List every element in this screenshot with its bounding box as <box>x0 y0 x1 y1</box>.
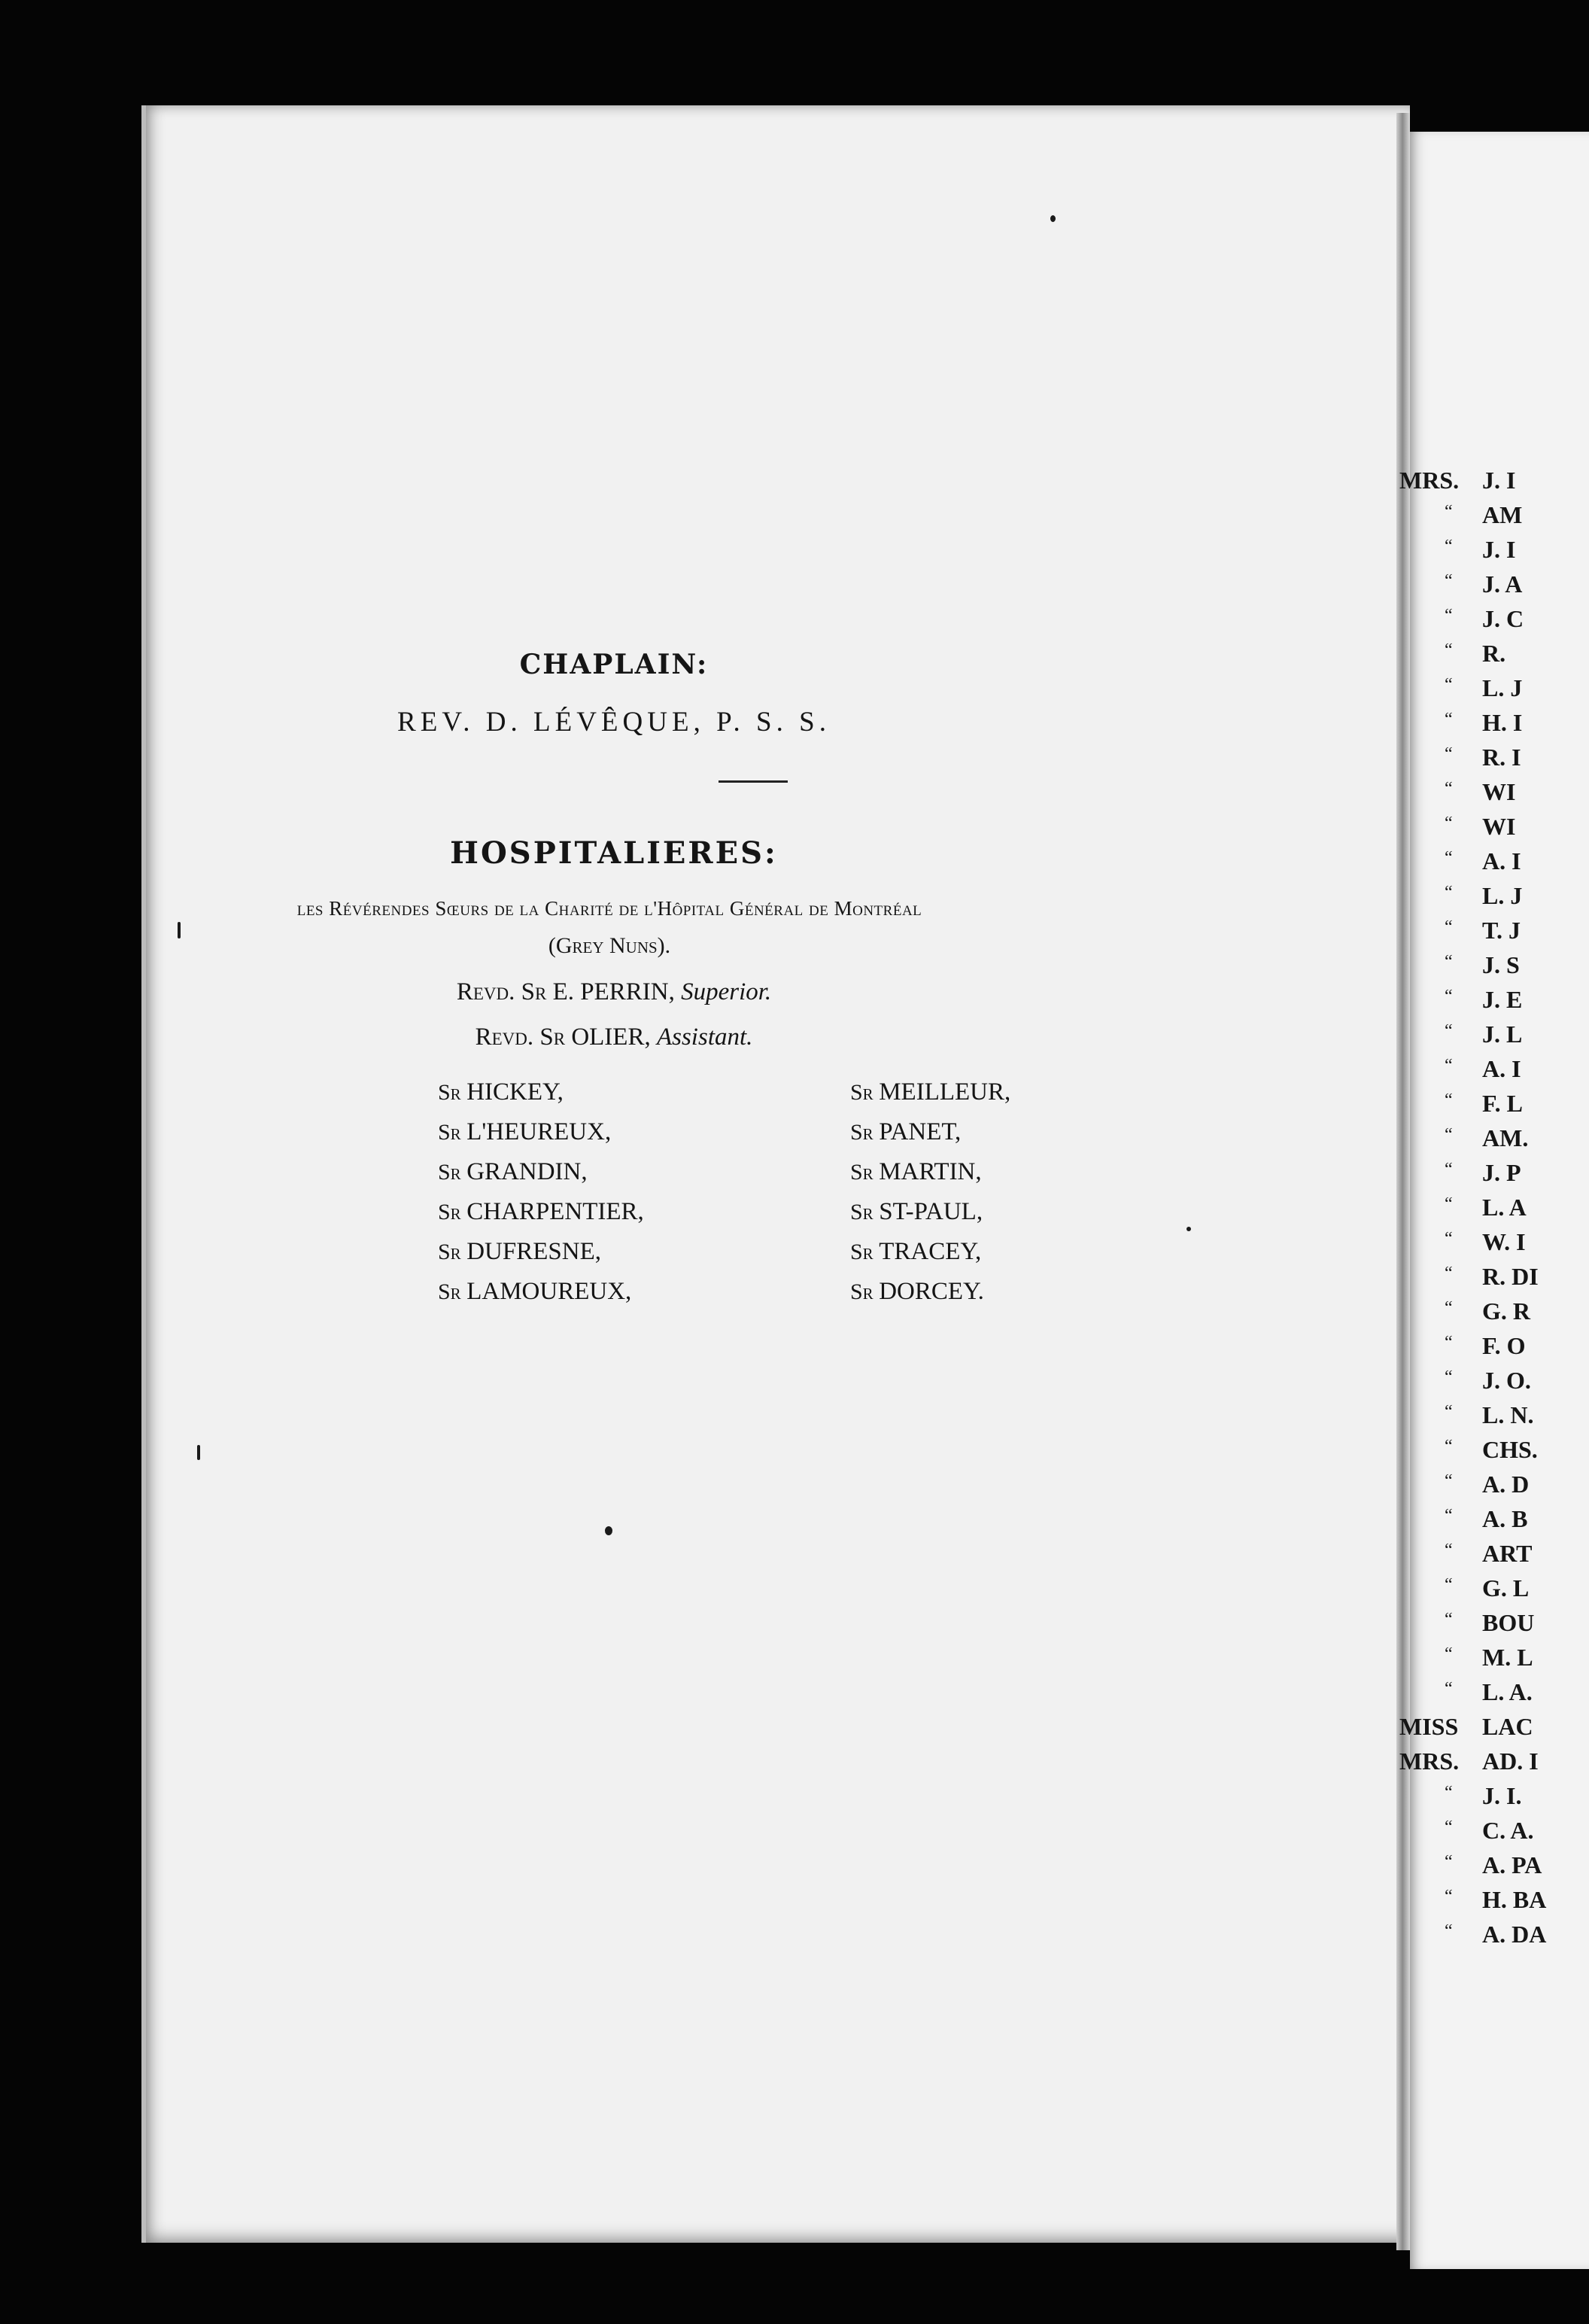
right-list-name: W. I <box>1482 1228 1526 1255</box>
right-page <box>1399 132 1589 2269</box>
speck <box>1050 215 1056 222</box>
right-list-name: BOU <box>1482 1609 1535 1636</box>
right-list-name: J. P <box>1482 1159 1521 1186</box>
sister-entry <box>850 1192 1010 1232</box>
sister-prefix: Sr <box>438 1279 467 1304</box>
ditto-mark: “ <box>1445 1367 1453 1387</box>
sister-prefix: Sr <box>850 1279 880 1304</box>
sister-prefix: Sr <box>438 1240 467 1264</box>
right-list-name: J. L <box>1482 1021 1523 1048</box>
right-list-name: AM. <box>1482 1124 1529 1151</box>
sister-entry <box>438 1192 644 1232</box>
ditto-mark: “ <box>1445 1471 1453 1491</box>
right-list-name: AD. I <box>1482 1748 1539 1775</box>
right-list-name: J. I. <box>1482 1782 1522 1809</box>
ditto-mark: “ <box>1445 1125 1453 1145</box>
ditto-mark: “ <box>1445 1506 1453 1526</box>
right-list-name: R. I <box>1482 744 1521 771</box>
right-list-name: J. C <box>1482 605 1524 632</box>
right-list-name: G. R <box>1482 1297 1530 1325</box>
sister-prefix: Sr <box>850 1120 880 1145</box>
right-list-name: L. A <box>1482 1194 1527 1221</box>
sister-entry <box>850 1072 1010 1112</box>
right-list-name: WI <box>1482 813 1516 840</box>
ditto-mark: “ <box>1445 1264 1453 1283</box>
sisters-left-column <box>438 1072 644 1312</box>
ditto-mark: “ <box>1445 1091 1453 1110</box>
right-list-name: A. PA <box>1482 1851 1542 1878</box>
sister-entry <box>438 1232 644 1272</box>
speck <box>197 1445 200 1460</box>
ditto-mark: “ <box>1445 1644 1453 1664</box>
right-list-name: J. I <box>1482 467 1516 494</box>
assistant-prefix: Revd. Sr <box>475 1024 566 1051</box>
right-list-name: ART <box>1482 1540 1533 1567</box>
right-list-title: MRS. <box>1399 1748 1460 1775</box>
ditto-mark: “ <box>1445 571 1453 591</box>
ditto-mark: “ <box>1445 744 1453 764</box>
ditto-mark: “ <box>1445 675 1453 695</box>
ditto-mark: “ <box>1445 1333 1453 1352</box>
sister-prefix: Sr <box>850 1160 880 1185</box>
ditto-mark: “ <box>1445 1021 1453 1041</box>
right-list-name: L. J <box>1482 882 1523 909</box>
right-list-name: L. J <box>1482 674 1523 701</box>
speck <box>605 1526 612 1535</box>
sister-name: CHARPENTIER, <box>466 1198 644 1225</box>
hospitalieres-heading: HOSPITALIERES: <box>450 835 778 871</box>
ditto-mark: “ <box>1445 814 1453 833</box>
ditto-mark: “ <box>1445 1298 1453 1318</box>
sister-name: MEILLEUR, <box>879 1078 1011 1106</box>
ditto-mark: “ <box>1445 987 1453 1006</box>
ditto-mark: “ <box>1445 1194 1453 1214</box>
sister-entry <box>438 1152 644 1192</box>
right-list-name: J. S <box>1482 951 1520 978</box>
ditto-mark: “ <box>1445 1818 1453 1837</box>
sister-name: TRACEY, <box>879 1238 982 1265</box>
ditto-mark: “ <box>1445 779 1453 798</box>
right-list-name: J. A <box>1482 570 1523 598</box>
ditto-mark: “ <box>1445 1887 1453 1906</box>
sister-name: HICKEY, <box>466 1078 564 1106</box>
superior-line <box>0 978 1408 1006</box>
right-list-name: F. O <box>1482 1332 1526 1359</box>
sister-entry <box>438 1112 644 1152</box>
right-list-name: H. BA <box>1482 1886 1547 1913</box>
sister-name: L'HEUREUX, <box>466 1118 612 1145</box>
ditto-mark: “ <box>1445 537 1453 556</box>
ditto-mark: “ <box>1445 952 1453 972</box>
chaplain-heading: CHAPLAIN: <box>519 649 709 680</box>
superior-prefix: Revd. Sr <box>456 978 547 1005</box>
sister-entry <box>850 1152 1010 1192</box>
sister-prefix: Sr <box>438 1200 467 1224</box>
right-list-name: J. O. <box>1482 1367 1531 1394</box>
book-spine <box>1396 113 1410 2250</box>
ditto-mark: “ <box>1445 1610 1453 1629</box>
sister-name: GRANDIN, <box>466 1158 588 1185</box>
right-list-name: J. E <box>1482 986 1523 1013</box>
ditto-mark: “ <box>1445 1679 1453 1699</box>
right-list-name: LAC <box>1482 1713 1533 1740</box>
right-list-name: R. DI <box>1482 1263 1539 1290</box>
ditto-mark: “ <box>1445 1783 1453 1802</box>
sisters-right-column <box>850 1072 1010 1312</box>
section-divider <box>719 780 788 783</box>
right-list-name: L. A. <box>1482 1678 1533 1705</box>
chaplain-name: REV. D. LÉVÊQUE, P. S. S. <box>397 707 831 738</box>
right-list-name: A. I <box>1482 1055 1521 1082</box>
right-list-name: CHS. <box>1482 1436 1538 1463</box>
left-page <box>141 105 1410 2243</box>
assistant-role: Assistant. <box>656 1024 753 1051</box>
right-list-name: G. L <box>1482 1574 1530 1602</box>
sister-prefix: Sr <box>438 1160 467 1185</box>
sister-entry <box>850 1272 1010 1312</box>
ditto-mark: “ <box>1445 1437 1453 1456</box>
sister-entry <box>438 1072 644 1112</box>
right-list-title: MISS <box>1399 1713 1459 1740</box>
sister-entry <box>850 1112 1010 1152</box>
sister-name: MARTIN, <box>879 1158 982 1185</box>
superior-name: E. PERRIN, <box>552 978 675 1005</box>
right-list-name: F. L <box>1482 1090 1523 1117</box>
sister-prefix: Sr <box>850 1080 880 1105</box>
hospitalieres-subtitle: les Révérendes Sœurs de la Charité de l'Hôpital Général de Montréal <box>296 897 922 920</box>
sister-entry <box>850 1232 1010 1272</box>
right-list-name: T. J <box>1482 917 1521 944</box>
right-list-name: R. <box>1482 640 1506 667</box>
ditto-mark: “ <box>1445 917 1453 937</box>
right-list-name: A. B <box>1482 1505 1528 1532</box>
ditto-mark: “ <box>1445 1921 1453 1941</box>
hospitalieres-grey-nuns: (Grey Nuns). <box>548 933 671 958</box>
ditto-mark: “ <box>1445 502 1453 522</box>
right-list-name: WI <box>1482 778 1516 805</box>
sister-name: ST-PAUL, <box>879 1198 983 1225</box>
sister-prefix: Sr <box>850 1240 880 1264</box>
sister-prefix: Sr <box>850 1200 880 1224</box>
ditto-mark: “ <box>1445 1852 1453 1872</box>
ditto-mark: “ <box>1445 1229 1453 1249</box>
ditto-mark: “ <box>1445 1402 1453 1422</box>
sister-name: DUFRESNE, <box>466 1238 601 1265</box>
right-list-title: MRS. <box>1399 467 1460 494</box>
right-list-name: L. N. <box>1482 1401 1534 1428</box>
right-list-name: A. D <box>1482 1471 1530 1498</box>
ditto-mark: “ <box>1445 710 1453 729</box>
ditto-mark: “ <box>1445 1056 1453 1075</box>
sister-entry <box>438 1272 644 1312</box>
ditto-mark: “ <box>1445 1575 1453 1595</box>
sister-name: DORCEY. <box>879 1278 984 1305</box>
sister-prefix: Sr <box>438 1120 467 1145</box>
ditto-mark: “ <box>1445 640 1453 660</box>
right-list-name: A. I <box>1482 847 1521 875</box>
right-list-name: AM <box>1482 501 1523 528</box>
right-list-name: J. I <box>1482 536 1516 563</box>
ditto-mark: “ <box>1445 1541 1453 1560</box>
ditto-mark: “ <box>1445 606 1453 625</box>
sister-name: PANET, <box>879 1118 962 1145</box>
right-list-name: A. DA <box>1482 1921 1547 1948</box>
assistant-line <box>0 1024 1408 1051</box>
right-list-name: C. A. <box>1482 1817 1534 1844</box>
ditto-mark: “ <box>1445 883 1453 902</box>
sister-prefix: Sr <box>438 1080 467 1105</box>
sister-name: LAMOUREUX, <box>466 1278 632 1305</box>
ditto-mark: “ <box>1445 1160 1453 1179</box>
speck <box>1186 1227 1191 1231</box>
ditto-mark: “ <box>1445 848 1453 868</box>
right-list-name: M. L <box>1482 1644 1533 1671</box>
assistant-name: OLIER, <box>571 1024 651 1051</box>
superior-role: Superior. <box>681 978 772 1005</box>
right-list-name: H. I <box>1482 709 1523 736</box>
